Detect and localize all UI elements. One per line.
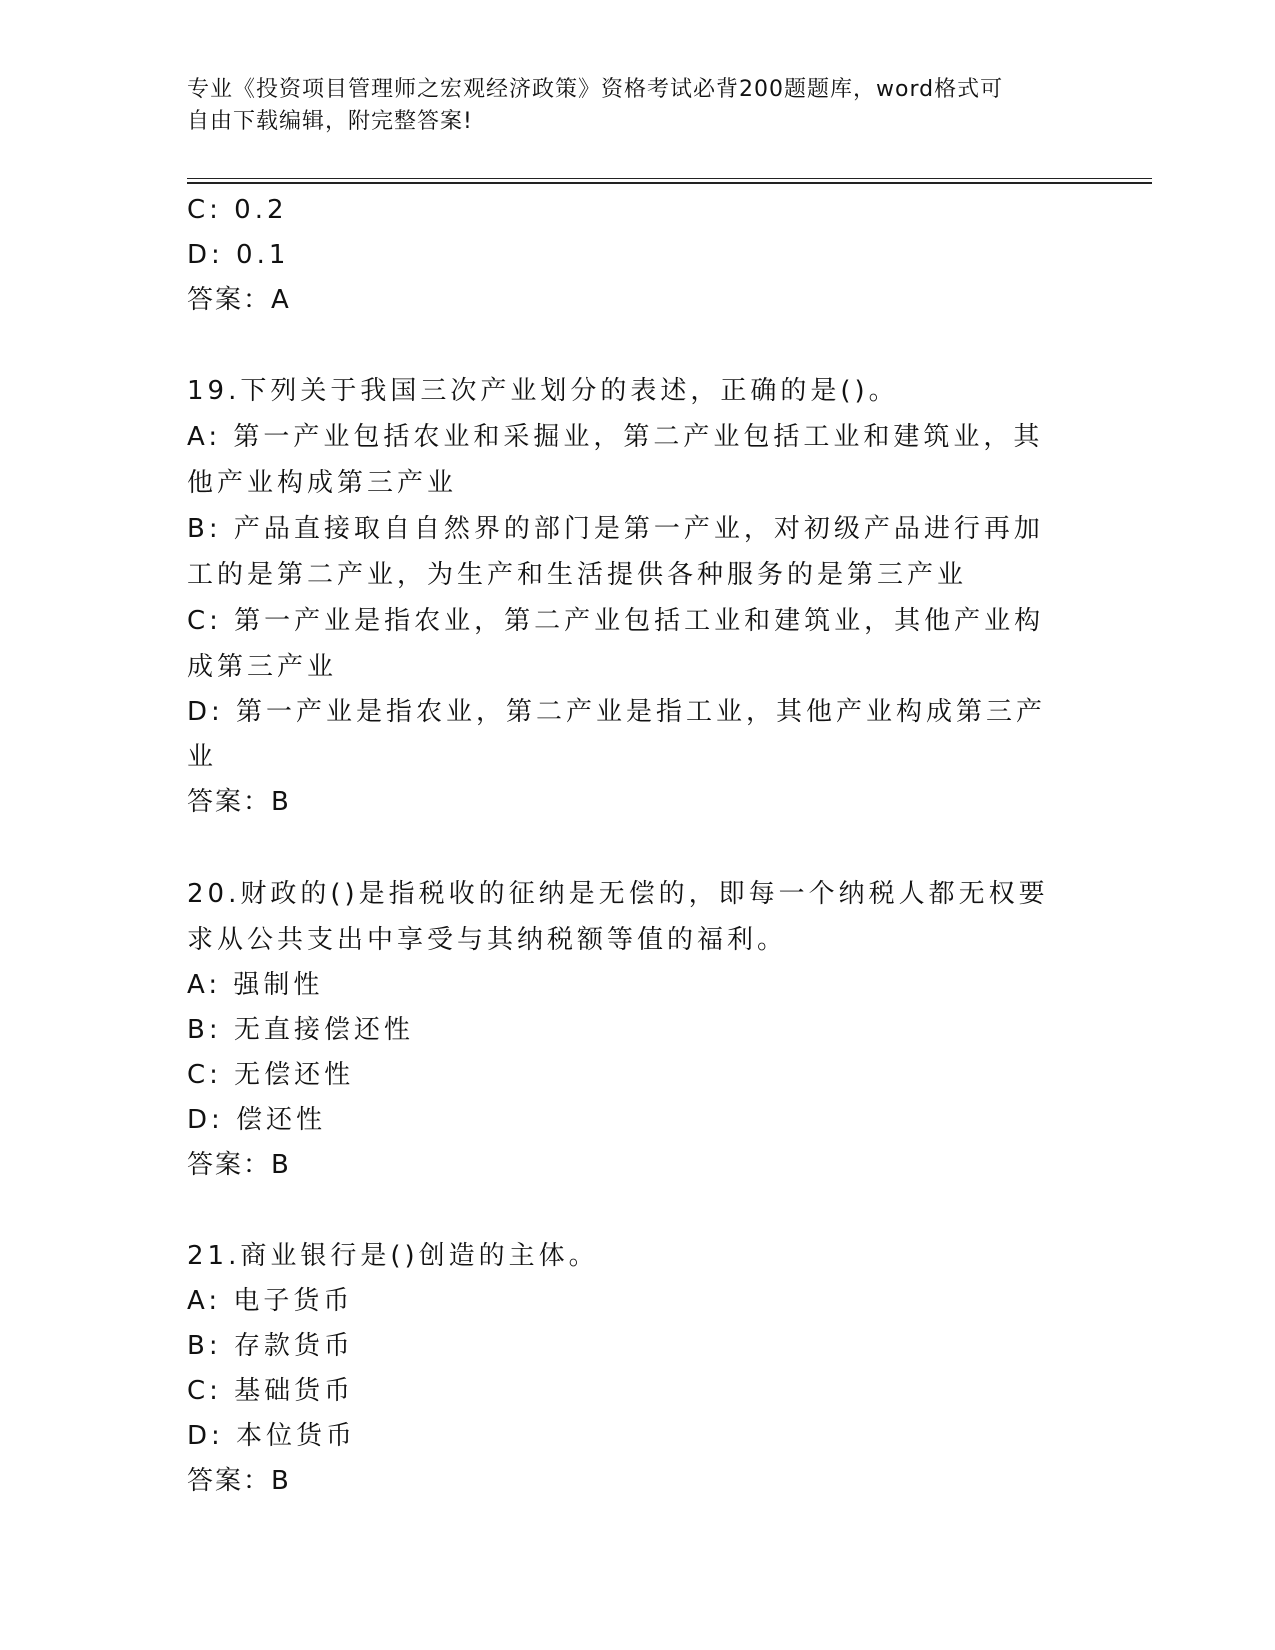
spacer: [187, 323, 1067, 369]
answer: 答案：B: [187, 1466, 291, 1496]
spacer: [187, 825, 1067, 871]
question-21: [187, 1234, 1067, 1504]
option-b: B: 产品直接取自自然界的部门是第一产业，对初级产品进行再加工的是第二产业，为生产和生活提供各种服务的是第三产业: [187, 514, 1044, 590]
question-19: [187, 369, 1067, 825]
option-c: C: 无偿还性: [187, 1060, 355, 1090]
header-title-line-2: 自由下载编辑，附完整答案!: [187, 109, 473, 134]
option-d: D: 第一产业是指农业，第二产业是指工业，其他产业构成第三产业: [187, 697, 1047, 772]
answer: 答案：A: [187, 285, 291, 315]
option-d: D: 偿还性: [187, 1105, 327, 1135]
document-header: [187, 74, 1067, 138]
option-a: A: 强制性: [187, 970, 324, 1000]
option-d: D: 0.1: [187, 240, 290, 270]
option-c: C: 0.2: [187, 195, 288, 225]
answer: 答案：B: [187, 787, 291, 817]
option-a: A: 第一产业包括农业和采掘业，第二产业包括工业和建筑业，其他产业构成第三产业: [187, 422, 1044, 498]
option-a: A: 电子货币: [187, 1286, 354, 1316]
question-20: [187, 871, 1067, 1188]
document-body: [187, 188, 1067, 1504]
option-c: C: 基础货币: [187, 1376, 355, 1406]
answer: 答案：B: [187, 1150, 291, 1180]
question-text: 21.商业银行是()创造的主体。: [187, 1241, 599, 1271]
option-b: B: 存款货币: [187, 1331, 354, 1361]
option-d: D: 本位货币: [187, 1421, 357, 1451]
option-c: C: 第一产业是指农业，第二产业包括工业和建筑业，其他产业构成第三产业: [187, 606, 1045, 682]
spacer: [187, 1188, 1067, 1234]
question-text: 20.财政的()是指税收的征纳是无偿的，即每一个纳税人都无权要求从公共支出中享受与其纳税额等值的福利。: [187, 879, 1049, 955]
question-18-tail: [187, 188, 1067, 323]
header-divider-thick: [187, 182, 1152, 184]
header-divider-thin: [187, 178, 1152, 179]
header-title-line-1: 专业《投资项目管理师之宏观经济政策》资格考试必背200题题库，word格式可: [187, 77, 1004, 102]
option-b: B: 无直接偿还性: [187, 1015, 414, 1045]
question-text: 19.下列关于我国三次产业划分的表述，正确的是()。: [187, 376, 899, 406]
